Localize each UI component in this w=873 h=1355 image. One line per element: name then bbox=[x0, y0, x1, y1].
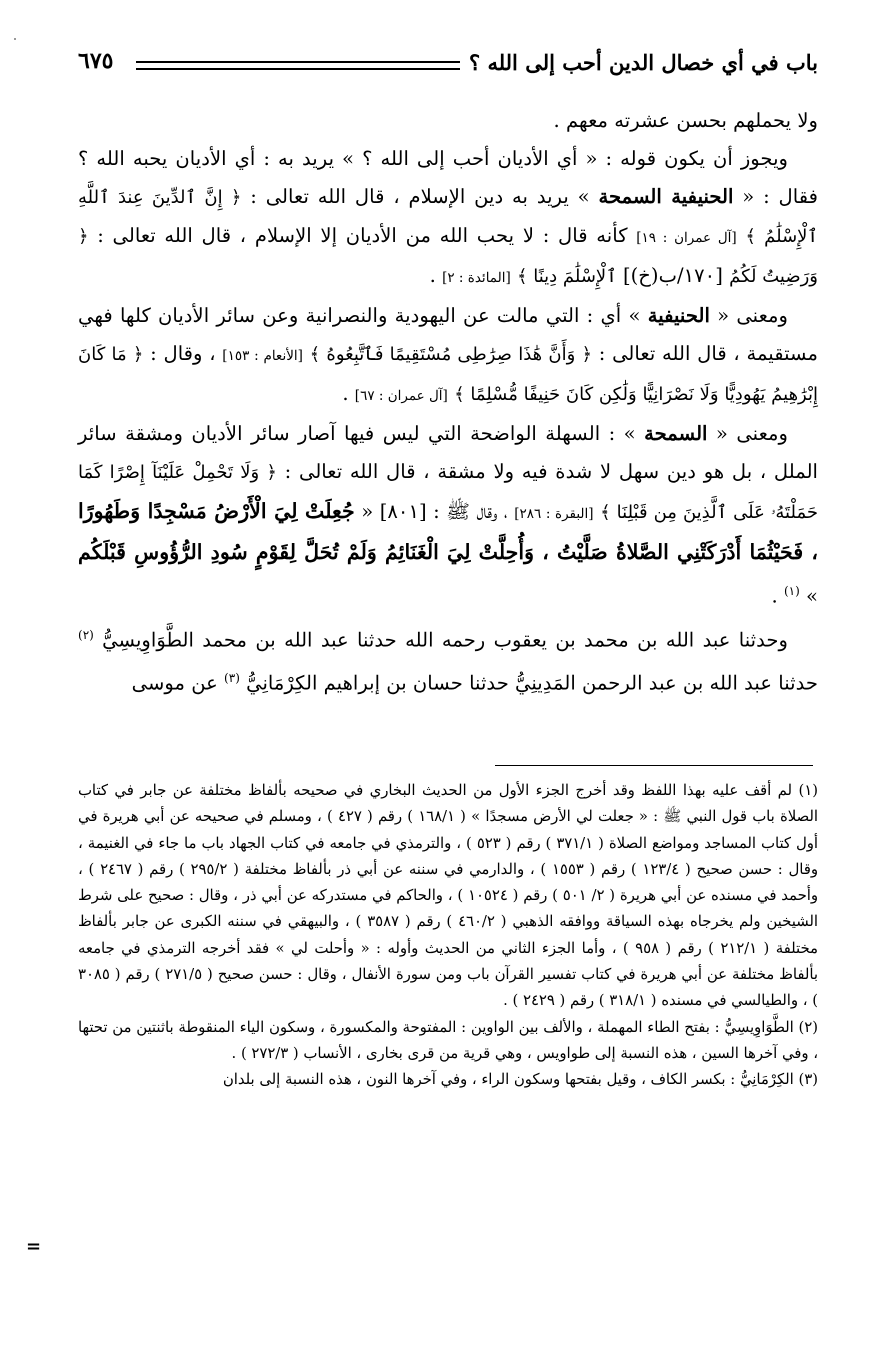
text-run: ويجوز أن يكون قوله : « أي الأديان أحب إلى الله ؟ » يريد به : أي الأديان يحبه الله ؟ فقال : « bbox=[78, 147, 819, 208]
text-run: ، وقال ﷺ : [٨٠١] « bbox=[361, 500, 508, 523]
footnote-1: (١) لم أقف عليه بهذا اللفظ وقد أخرج الجزء الأول من الحديث البخاري في صحيحه بألفاظ مختلفة عن جابر في كتاب الصلاة باب قول النبي ﷺ : « جعلت لي الأرض مسجدًا » ( ١٦٨/١ ) رقم ( ٤٢٧ ) ، ومسلم في صحيحه عن أبي هريرة في أول كتاب المساجد ومواضع الصلاة ( ٣٧١/١ ) رقم ( ٥٢٣ ) ، والترمذي في جامعه في كتاب الجهاد باب ما جاء في الغنيمة ، وقال : حسن صحيح ( ١٢٣/٤ ) رقم ( ١٥٥٣ ) ، والدارمي في سننه عن أبي ذر بألفاظ مختلفة ( ٢٩٥/٢ ) رقم ( ٢٤٦٧ ) ، وأحمد في مسنده عن أبي هريرة ( ٢/ ٥٠١ ) رقم ( ١٠٥٢٤ ) ، والحاكم في مستدركه عن أبي ذر ، وقال : صحيح على شرط الشيخين ولم يخرجاه بهذه السياقة ووافقه الذهبي ( ٤٦٠/٢ ) رقم ( ٣٥٨٧ ) ، والبيهقي في سننه الكبرى عن جابر بألفاظ مختلفة ( ٢١٢/١ ) رقم ( ٩٥٨ ) ، وأما الجزء الثاني من الحديث وأوله : « وأحلت لي » فقد أخرجه الترمذي في جامعه بألفاظ مختلفة عن أبي هريرة في كتاب تفسير القرآن باب ومن سورة الأنفال ، وقال : حسن صحيح ( ٢٧١/٥ ) رقم ( ٣٠٨٥ ) ، والطيالسي في مسنده ( ٣١٨/١ ) رقم ( ٢٤٢٩ ) . bbox=[78, 782, 818, 1010]
quran-verse: ﴿ وَلَا تَحْمِلْ عَلَيْنَآ إِصْرًا كَمَا حَمَلْتَهُۥ عَلَى ٱلَّذِينَ مِن قَبْلِنَا ﴾ bbox=[78, 462, 818, 523]
text-run: ومعنى « bbox=[717, 304, 789, 327]
footnote-2: (٢) الطَّوَاوِيسِيُّ : بفتح الطاء المهملة ، والألف بين الواوين : المفتوحة والمكسورة ، وسكون الياء المنقوطة باثنتين من تحتها ، وفي آخرها السين ، هذه النسبة إلى طواويس ، وهي قرية من قرى بخارى ، الأنساب ( ٢٧٢/٣ ) . bbox=[78, 1018, 819, 1062]
quran-verse: ٱلْإِسْلَٰمَ دِينًا ﴾ bbox=[516, 266, 617, 287]
text-run: » أي : التي مالت عن اليهودية والنصرانية وعن سائر الأديان كلها فهي مستقيمة ، قال الله تعالى : bbox=[78, 304, 819, 365]
verse-reference: [آل عمران : ٦٧] bbox=[354, 388, 448, 404]
text-run: كأنه قال : لا يحب الله من الأديان إلا الإسلام ، قال الله تعالى : bbox=[97, 224, 628, 247]
paragraph-1: ولا يحملهم بحسن عشرته معهم . bbox=[553, 109, 818, 132]
quran-verse: ﴿ إِنَّ ٱلدِّينَ عِندَ ٱللَّهِ ٱلْإِسْلَٰمُ ﴾ bbox=[78, 187, 818, 247]
paragraph-2 bbox=[78, 140, 818, 297]
paragraph-5 bbox=[78, 616, 818, 703]
continuation-mark: = bbox=[26, 1236, 42, 1257]
verse-reference: [المائدة : ٢] bbox=[442, 270, 511, 286]
header-double-rule bbox=[136, 61, 460, 70]
text-run: . bbox=[429, 264, 436, 287]
footnotes bbox=[78, 778, 818, 1094]
verse-reference: [آل عمران : ١٩] bbox=[636, 230, 737, 246]
bold-term: الحنيفية السمحة bbox=[598, 185, 734, 208]
quran-verse: ﴿ مَا كَانَ إِبْرَٰهِيمُ يَهُودِيًّا وَلَا نَصْرَانِيًّا وَلَٰكِن كَانَ حَنِيفًا مُّسْلِمًا ﴾ bbox=[78, 344, 818, 405]
page-number: ٦٧٥ bbox=[78, 48, 114, 74]
text-run: » يريد به دين الإسلام ، قال الله تعالى : bbox=[250, 185, 590, 208]
footnote-separator bbox=[495, 765, 813, 766]
text-run: وحدثنا عبد الله بن محمد بن يعقوب رحمه الله حدثنا عبد الله بن محمد الطَّوَاوِيسِيُّ bbox=[102, 628, 788, 652]
footnote-marker-1[interactable]: (١) bbox=[783, 584, 800, 598]
paragraph-3 bbox=[78, 297, 818, 415]
text-run: حدثنا عبد الله بن عبد الرحمن المَدِينِيُّ حدثنا حسان بن إبراهيم الكِرْمَانِيُّ bbox=[246, 671, 818, 695]
text-run: . bbox=[771, 584, 778, 608]
bold-term: الحنيفية bbox=[647, 304, 710, 327]
verse-reference: [الأنعام : ١٥٣] bbox=[222, 348, 303, 364]
quran-verse: ﴿ وَأَنَّ هَٰذَا صِرَٰطِى مُسْتَقِيمًا فَٱتَّبِعُوهُ ﴾ bbox=[309, 344, 593, 365]
text-run: » : السهلة الواضحة التي ليس فيها آصار سائر الأديان ومشقة سائر الملل ، بل هو دين سهل لا شدة فيه ولا مشقة ، قال الله تعالى : bbox=[78, 422, 818, 483]
bold-term: السمحة bbox=[644, 422, 708, 445]
chapter-title: باب في أي خصال الدين أحب إلى الله ؟ bbox=[468, 50, 818, 75]
text-run: ، وقال : bbox=[150, 342, 216, 365]
footnote-marker-3[interactable]: (٣) bbox=[224, 671, 240, 686]
running-header bbox=[78, 50, 818, 82]
verse-reference: [البقرة : ٢٨٦] bbox=[514, 506, 594, 522]
text-run: » bbox=[806, 584, 818, 608]
footnote-marker-2[interactable]: (٢) bbox=[78, 627, 94, 642]
text-run: عن موسى bbox=[131, 671, 218, 695]
paragraph-4 bbox=[78, 415, 818, 616]
manuscript-folio-ref: [١٧٠/ب(خ)] bbox=[622, 264, 723, 287]
text-run: . bbox=[342, 382, 349, 405]
footnote-3: (٣) الكِرْمَانِيُّ : بكسر الكاف ، وقيل بفتحها وسكون الراء ، وفي آخرها النون ، هذه النسبة إلى بلدان bbox=[222, 1071, 818, 1089]
main-text bbox=[78, 102, 818, 703]
quran-verse: ﴿ وَرَضِيتُ لَكُمُ bbox=[78, 226, 818, 287]
text-run: ومعنى « bbox=[715, 422, 788, 445]
margin-speck bbox=[14, 38, 16, 40]
hadith-text: جُعِلَتْ لِيَ الْأَرْضُ مَسْجِدًا وَطَهُورًا ، فَحَيْثُمَا أَدْرَكَتْنِي الصَّلاةُ صَلَّيْتُ ، وَأُحِلَّتْ لِيَ الْغَنَائِمُ وَلَمْ تُحَلَّ لِقَوْمٍ سُودِ الرُّؤُوسِ قَبْلَكُم bbox=[78, 499, 818, 564]
